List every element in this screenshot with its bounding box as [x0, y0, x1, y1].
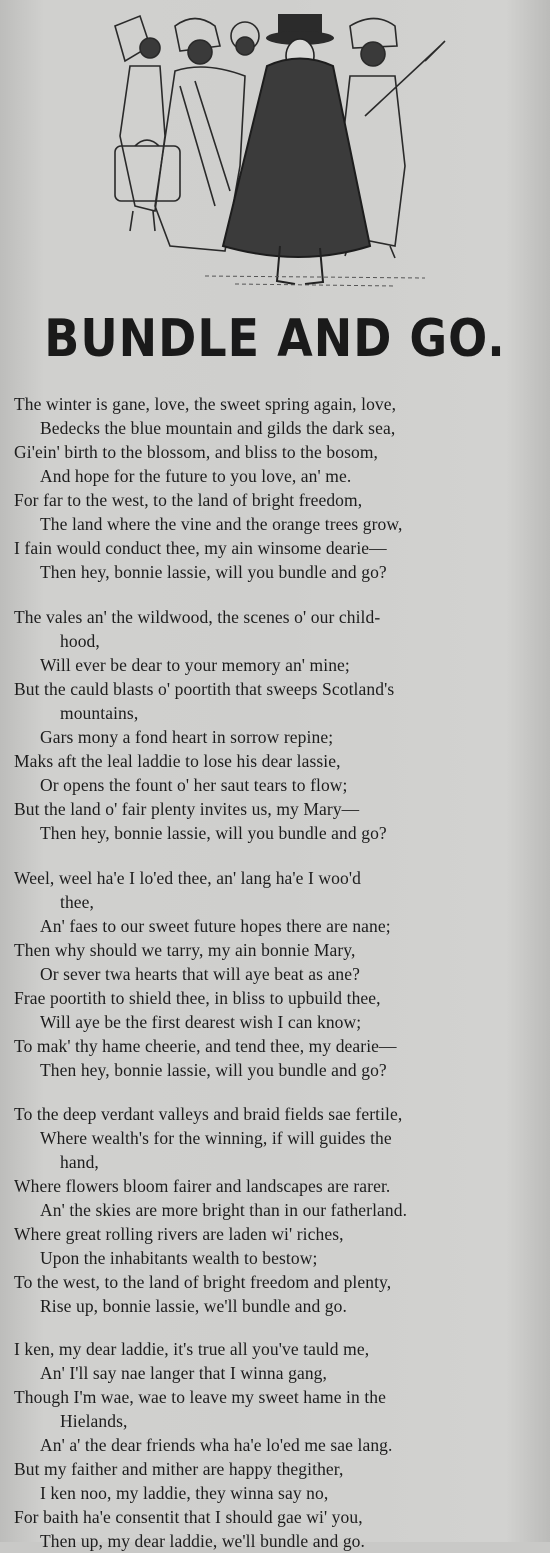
poem-line: Gi'ein' birth to the blossom, and bliss to the bosom,: [14, 442, 379, 462]
poem-line: Will aye be the first dearest wish I can know;: [40, 1012, 362, 1032]
poem-line: Gars mony a fond heart in sorrow repine;: [40, 727, 334, 747]
poem-line: The winter is gane, love, the sweet spring again, love,: [14, 394, 397, 414]
poem-line: hood,: [60, 631, 100, 651]
poem-line: Bedecks the blue mountain and gilds the dark sea,: [40, 418, 396, 438]
poem-line: Then hey, bonnie lassie, will you bundle and go?: [40, 562, 387, 582]
poem-title: BUNDLE AND GO.: [44, 308, 506, 369]
poem-line: And hope for the future to you love, an' me.: [40, 466, 352, 486]
poem-line: I ken noo, my laddie, they winna say no,: [40, 1483, 329, 1503]
poem-line: Will ever be dear to your memory an' mine;: [40, 655, 350, 675]
poem-line: thee,: [60, 892, 95, 912]
poem-line: mountains,: [60, 703, 139, 723]
poem-line: For far to the west, to the land of bright freedom,: [14, 490, 363, 510]
poem-line: Or sever twa hearts that will aye beat as ane?: [40, 964, 360, 984]
emigrants-woodcut-illustration: [95, 6, 455, 296]
poem-line: Hielands,: [60, 1411, 128, 1431]
poem-line: Then up, my dear laddie, we'll bundle and go.: [40, 1531, 365, 1551]
poem-line: An' faes to our sweet future hopes there are nane;: [40, 916, 391, 936]
poem-line: hand,: [60, 1152, 99, 1172]
poem-line: An' the skies are more bright than in our fatherland.: [40, 1200, 408, 1220]
poem-line: To the west, to the land of bright freedom and plenty,: [14, 1272, 392, 1292]
poem-line: To mak' thy hame cheerie, and tend thee, my dearie—: [14, 1036, 397, 1056]
poem-line: But my faither and mither are happy thegither,: [14, 1459, 344, 1479]
poem-line: Where wealth's for the winning, if will guides the: [40, 1128, 392, 1148]
poem-line: To the deep verdant valleys and braid fields sae fertile,: [14, 1104, 403, 1124]
poem-line: Maks aft the leal laddie to lose his dear lassie,: [14, 751, 341, 771]
poem-line: But the cauld blasts o' poortith that sweeps Scotland's: [14, 679, 395, 699]
poem-line: I fain would conduct thee, my ain winsome dearie—: [14, 538, 387, 558]
poem-line: Rise up, bonnie lassie, we'll bundle and go.: [40, 1296, 347, 1316]
poem-line: Then hey, bonnie lassie, will you bundle and go?: [40, 1060, 387, 1080]
poem-line: But the land o' fair plenty invites us, my Mary—: [14, 799, 360, 819]
poem-line: Frae poortith to shield thee, in bliss to upbuild thee,: [14, 988, 381, 1008]
poem-line: Then hey, bonnie lassie, will you bundle and go?: [40, 823, 387, 843]
poem-line: I ken, my dear laddie, it's true all you've tauld me,: [14, 1339, 370, 1359]
poem-line: The land where the vine and the orange trees grow,: [40, 514, 403, 534]
poem-line: An' I'll say nae langer that I winna gang,: [40, 1363, 328, 1383]
poem-line: For baith ha'e consentit that I should gae wi' you,: [14, 1507, 363, 1527]
poem-line: An' a' the dear friends wha ha'e lo'ed me sae lang.: [40, 1435, 393, 1455]
poem-line: Or opens the fount o' her saut tears to flow;: [40, 775, 348, 795]
poem-line: Weel, weel ha'e I lo'ed thee, an' lang ha'e I woo'd: [14, 868, 361, 888]
poem-line: Then why should we tarry, my ain bonnie Mary,: [14, 940, 356, 960]
poem-line: Though I'm wae, wae to leave my sweet hame in the: [14, 1387, 387, 1407]
poem-line: Where great rolling rivers are laden wi' riches,: [14, 1224, 344, 1244]
poem-line: Where flowers bloom fairer and landscapes are rarer.: [14, 1176, 391, 1196]
poem-line: The vales an' the wildwood, the scenes o' our child-: [14, 607, 381, 627]
poem-line: Upon the inhabitants wealth to bestow;: [40, 1248, 318, 1268]
